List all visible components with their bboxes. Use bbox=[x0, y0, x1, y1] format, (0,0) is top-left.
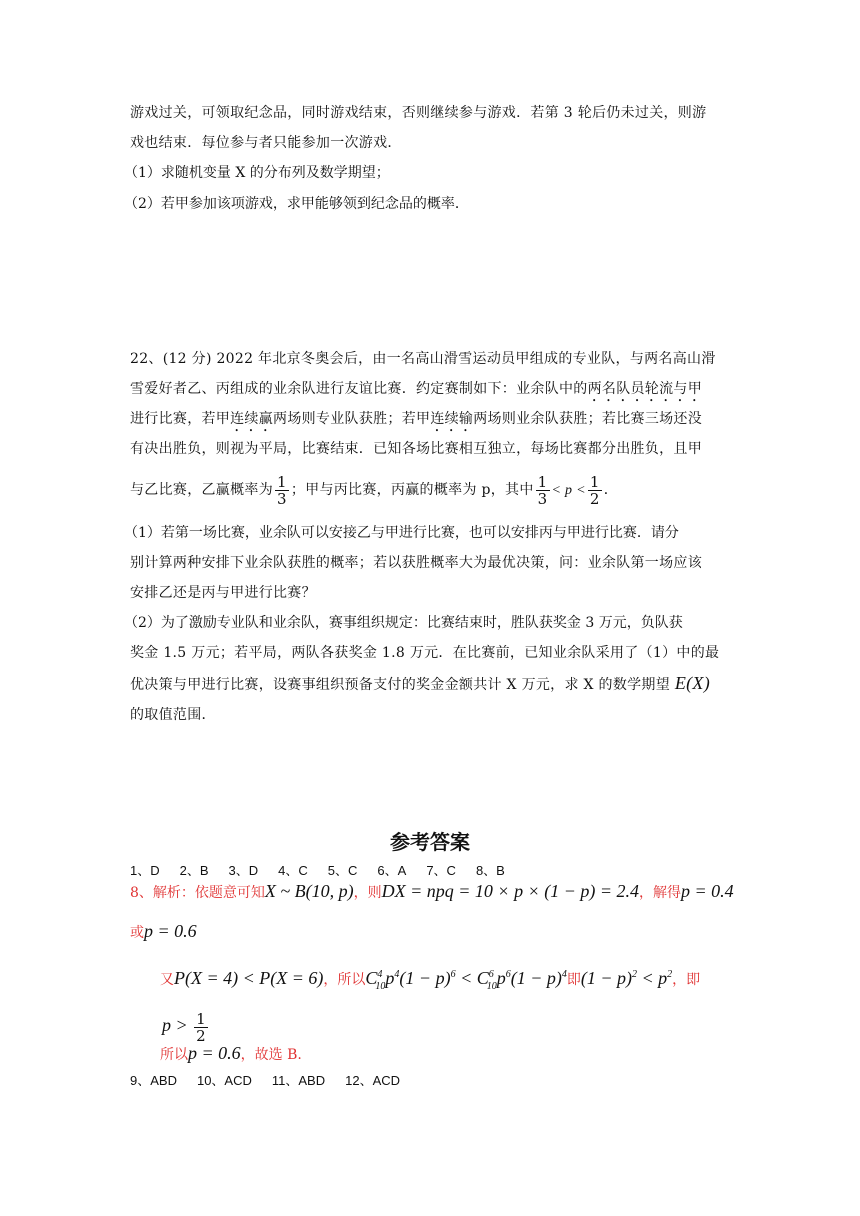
solution-8-line3 bbox=[160, 960, 740, 1002]
solution-8-t3: ，解得 bbox=[639, 885, 682, 901]
solution-8-t2: ，则 bbox=[353, 885, 382, 901]
q22-line2 bbox=[130, 374, 730, 405]
q22-line3-a: 进行比赛，若甲 bbox=[130, 411, 231, 427]
answer-item: 6、A bbox=[377, 863, 407, 878]
solution-8-line2 bbox=[130, 916, 197, 948]
solution-8-m5: P(X = 4) < P(X = 6) bbox=[174, 968, 324, 988]
solution-8-t5: 又 bbox=[160, 972, 174, 988]
solution-8-m1: X ~ B(10, p) bbox=[264, 881, 354, 901]
solution-8-t6: ，所以 bbox=[323, 972, 366, 988]
frac-num: 1 bbox=[537, 472, 548, 491]
q22-line3 bbox=[130, 404, 730, 435]
q22-line2-text: 雪爱好者乙、丙组成的业余队进行友谊比赛．约定赛制如下：业余队中的 bbox=[130, 381, 588, 397]
solution-8-t9: 所以 bbox=[160, 1047, 188, 1063]
frac-den: 2 bbox=[196, 1026, 206, 1045]
q22-line3-e: 两场则业余队获胜；若比赛三场还没 bbox=[473, 411, 703, 427]
q22-line3-c: 两场则专业队获胜；若甲 bbox=[273, 411, 431, 427]
q22-line3-emph1: 连续赢 bbox=[230, 411, 274, 427]
solution-8-t4: 或 bbox=[130, 925, 144, 941]
solution-8-m3: p = 0.4 bbox=[681, 881, 734, 901]
solution-8-p-gt: p > bbox=[162, 1015, 188, 1035]
q22-part2-line3 bbox=[130, 668, 730, 700]
answer-item: 9、ABD bbox=[130, 1073, 177, 1088]
solution-8-line1 bbox=[130, 876, 740, 908]
solution-8-t10: ，故选 B. bbox=[240, 1047, 302, 1063]
answer-item: 11、ABD bbox=[271, 1073, 326, 1088]
solution-8-square-ineq: $(1 - p)^2 < p^2$ bbox=[580, 968, 673, 988]
q22-line5-b: ；甲与丙比赛，丙赢的概率为 p，其中 bbox=[290, 482, 534, 498]
q22-line2-emph: 两名队员轮流与甲 bbox=[587, 381, 703, 397]
q21-line2: 戏也结束．每位参与者只能参加一次游戏． bbox=[130, 135, 402, 151]
q21-part2: （2）若甲参加该项游戏，求甲能够领到纪念品的概率． bbox=[124, 196, 469, 212]
fraction-one-third bbox=[275, 474, 289, 507]
q22-part2-line4: 的取值范围． bbox=[130, 707, 216, 723]
answer-item: 2、B bbox=[179, 863, 209, 878]
solution-8-label: 8、 bbox=[130, 885, 153, 901]
solution-8-t7: 即 bbox=[566, 972, 581, 988]
q22-ineq: < p < bbox=[551, 483, 586, 498]
answer-item: 10、ACD bbox=[196, 1073, 252, 1088]
q21-line1: 游戏过关，可领取纪念品，同时游戏结束，否则继续参与游戏．若第 3 轮后仍未过关，则游 bbox=[130, 105, 707, 121]
frac-den: 3 bbox=[537, 489, 548, 508]
solution-8-m2: DX = npq = 10 × p × (1 − p) = 2.4 bbox=[381, 881, 640, 901]
answers-row-2 bbox=[130, 1070, 420, 1089]
solution-8-binomial-ineq: $C^4_{10}p^4(1 - p)^6 < C^6_{10}p^6(1 - p)^4$ bbox=[365, 968, 567, 992]
q22-line5 bbox=[130, 470, 730, 511]
q22-part1-line1: （1）若第一场比赛，业余队可以安接乙与甲进行比赛，也可以安排丙与甲进行比赛．请分 bbox=[124, 525, 679, 541]
answer-item: 1、D bbox=[130, 863, 160, 878]
frac-den: 3 bbox=[277, 489, 287, 508]
solution-8-t8: ，即 bbox=[672, 972, 701, 988]
q22-part1-line2: 别计算两种安排下业余队获胜的概率；若以获胜概率大为最优决策，问：业余队第一场应该 bbox=[130, 555, 702, 571]
fraction-one-half bbox=[588, 474, 602, 507]
answers-title: 参考答案 bbox=[390, 830, 470, 854]
q22-line3-emph2: 连续输 bbox=[430, 411, 474, 427]
frac-den: 2 bbox=[589, 489, 600, 508]
solution-8-m9: p = 0.6 bbox=[188, 1043, 241, 1063]
q22-expectation: E(X) bbox=[674, 673, 710, 693]
q22-line5-a: 与乙比赛，乙赢概率为 bbox=[130, 482, 273, 498]
answer-item: 3、D bbox=[228, 863, 259, 878]
frac-num: 1 bbox=[277, 472, 287, 491]
q22-line4: 有决出胜负，则视为平局，比赛结束．已知各场比赛相互独立，每场比赛都分出胜负，且甲 bbox=[130, 441, 702, 457]
answer-item: 8、B bbox=[475, 863, 505, 878]
q22-line1: 22、(12 分) 2022 年北京冬奥会后，由一名高山滑雪运动员甲组成的专业队，与两名高山滑 bbox=[130, 351, 716, 367]
q22-part2-line1: （2）为了激励专业队和业余队，赛事组织规定：比赛结束时，胜队获奖金 3 万元，负队获 bbox=[124, 615, 683, 631]
frac-num: 1 bbox=[196, 1009, 206, 1028]
answer-item: 7、C bbox=[426, 863, 456, 878]
solution-8-m4: p = 0.6 bbox=[144, 921, 197, 941]
answer-item: 12、ACD bbox=[345, 1073, 401, 1088]
q22-part2-line2: 奖金 1.5 万元；若平局，两队各获奖金 1.8 万元．在比赛前，已知业余队采用了（1）中的最 bbox=[130, 645, 720, 661]
answer-item: 5、C bbox=[327, 863, 358, 878]
q22-line5-c: ． bbox=[603, 482, 619, 498]
answer-item: 4、C bbox=[278, 863, 308, 878]
solution-8-line5 bbox=[160, 1038, 302, 1070]
q22-part1-line3: 安排乙还是丙与甲进行比赛？ bbox=[130, 585, 316, 601]
q21-part1: （1）求随机变量 X 的分布列及数学期望； bbox=[124, 165, 390, 181]
fraction-one-third-b bbox=[536, 474, 550, 507]
solution-8-t1: 解析：依题意可知 bbox=[152, 885, 265, 901]
frac-num: 1 bbox=[589, 472, 600, 491]
q22-part2-line3-text: 优决策与甲进行比赛，设赛事组织预备支付的奖金金额共计 X 万元，求 X 的数学期望 bbox=[130, 677, 671, 693]
